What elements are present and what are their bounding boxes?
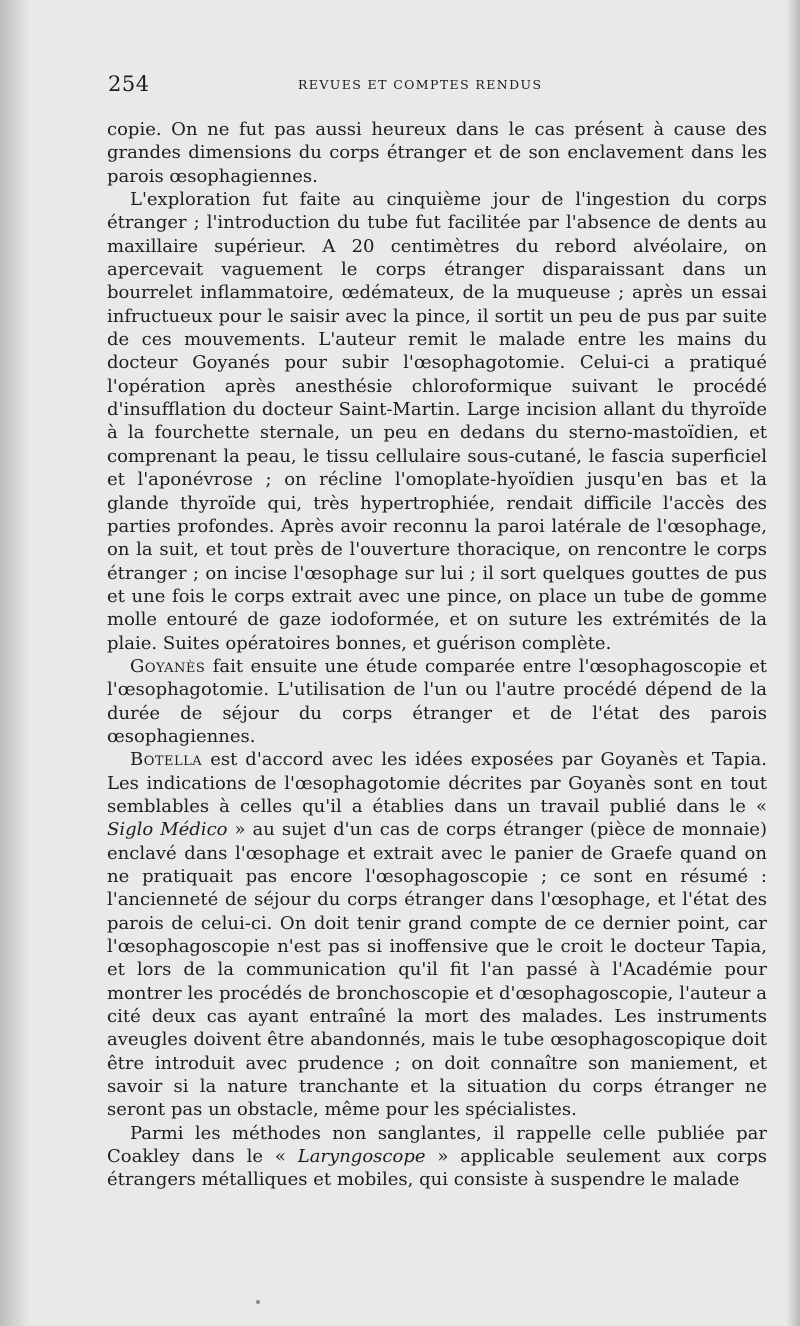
paragraph-4-text-b: » au sujet d'un cas de corps étranger (pièce de monnaie) enclavé dans l'œsophage et extrait avec le panier de Graefe quand on ne pratiquait pas encore l'œsophagoscopie ; ce sont en résumé : l'ancienneté de séjour du corps étranger dans l'œsophage, et l'état des parois de celui-ci. On doit tenir grand compte de ce dernier point, car l'œsophagoscopie n'est pas si inoffensive que le croit le docteur Tapia, et lors de la communication qu'il fit l'an passé à l'Académie pour montrer les procédés de bronchoscopie et d'œsophagoscopie, l'auteur a cité deux cas ayant entraîné la mort des malades. Les instruments aveugles doivent être abandonnés, mais le tube œsophagoscopique doit être introduit avec prudence ; on doit connaître son maniement, et savoir si la nature tranchante et la situation du corps étranger ne seront pas un obstacle, même pour les spécialistes. <box>107 819 767 1121</box>
author-name-goyanes: Goyanès <box>130 655 206 677</box>
journal-title-laryngoscope: Laryngoscope <box>297 1146 426 1168</box>
paragraph-3 <box>107 655 767 748</box>
running-head: REVUES ET COMPTES RENDUS <box>298 77 543 92</box>
page-edge-shadow <box>786 0 800 1326</box>
paragraph-3-text: fait ensuite une étude comparée entre l'œsophagoscopie et l'œsophagotomie. L'utilisation de l'un ou l'autre procédé dépend de la durée de séjour du corps étranger et de l'état des parois œsophagiennes. <box>107 655 767 747</box>
paper-speck <box>256 1300 260 1304</box>
author-name-botella: Botella <box>130 749 203 771</box>
paragraph-1 <box>107 118 767 188</box>
body-text <box>107 118 767 1192</box>
paragraph-5-text-a: Parmi les méthodes non sanglantes, il rappelle celle publiée par Coakley dans le « <box>107 1122 767 1168</box>
paragraph-2 <box>107 188 767 655</box>
page-gutter-shadow <box>0 0 30 1326</box>
paragraph-5 <box>107 1122 767 1192</box>
page-number: 254 <box>108 72 150 96</box>
page-header <box>108 70 768 100</box>
paragraph-2-text: L'exploration fut faite au cinquième jour de l'ingestion du corps étranger ; l'introduction du tube fut facilitée par l'absence de dents au maxillaire supérieur. A 20 centimètres du rebord alvéolaire, on apercevait vaguement le corps étranger disparaissant dans un bourrelet inflammatoire, œdémateux, de la muqueuse ; après un essai infructueux pour le saisir avec la pince, il sortit un peu de pus par suite de ces mouvements. L'auteur remit le malade entre les mains du docteur Goyanés pour subir l'œsophagotomie. Celui-ci a pratiqué l'opération après anesthésie chloroformique suivant le procédé d'insufflation du docteur Saint-Martin. Large incision allant du thyroïde à la fourchette sternale, un peu en dedans du sterno-mastoïdien, et comprenant la peau, le tissu cellulaire sous-cutané, le fascia superficiel et l'aponévrose ; on récline l'omoplate-hyoïdien jusqu'en bas et la glande thyroïde qui, très hypertrophiée, rendait difficile l'accès des parties profondes. Après avoir reconnu la paroi latérale de l'œsophage, on la suit, et tout près de l'ouverture thoracique, on rencontre le corps étranger ; on incise l'œsophage sur lui ; il sort quelques gouttes de pus et une fois le corps extrait avec une pince, on place un tube de gomme molle entouré de gaze iodoformée, et on suture les extrémités de la plaie. Suites opératoires bonnes, et guérison complète. <box>107 189 767 654</box>
paragraph-1-text: copie. On ne fut pas aussi heureux dans le cas présent à cause des grandes dimensions du corps étranger et de son enclavement dans les parois œsophagiennes. <box>107 119 767 187</box>
paragraph-4-text-a: est d'accord avec les idées exposées par Goyanès et Tapia. Les indications de l'œsophagotomie décrites par Goyanès sont en tout semblables à celles qu'il a établies dans un travail publié dans le « <box>107 749 767 817</box>
paragraph-4 <box>107 748 767 1122</box>
journal-title-siglo-medico: Siglo Médico <box>107 819 228 841</box>
paragraph-5-text-b: » applicable seulement aux corps étrangers métalliques et mobiles, qui consiste à suspendre le malade <box>107 1146 768 1191</box>
